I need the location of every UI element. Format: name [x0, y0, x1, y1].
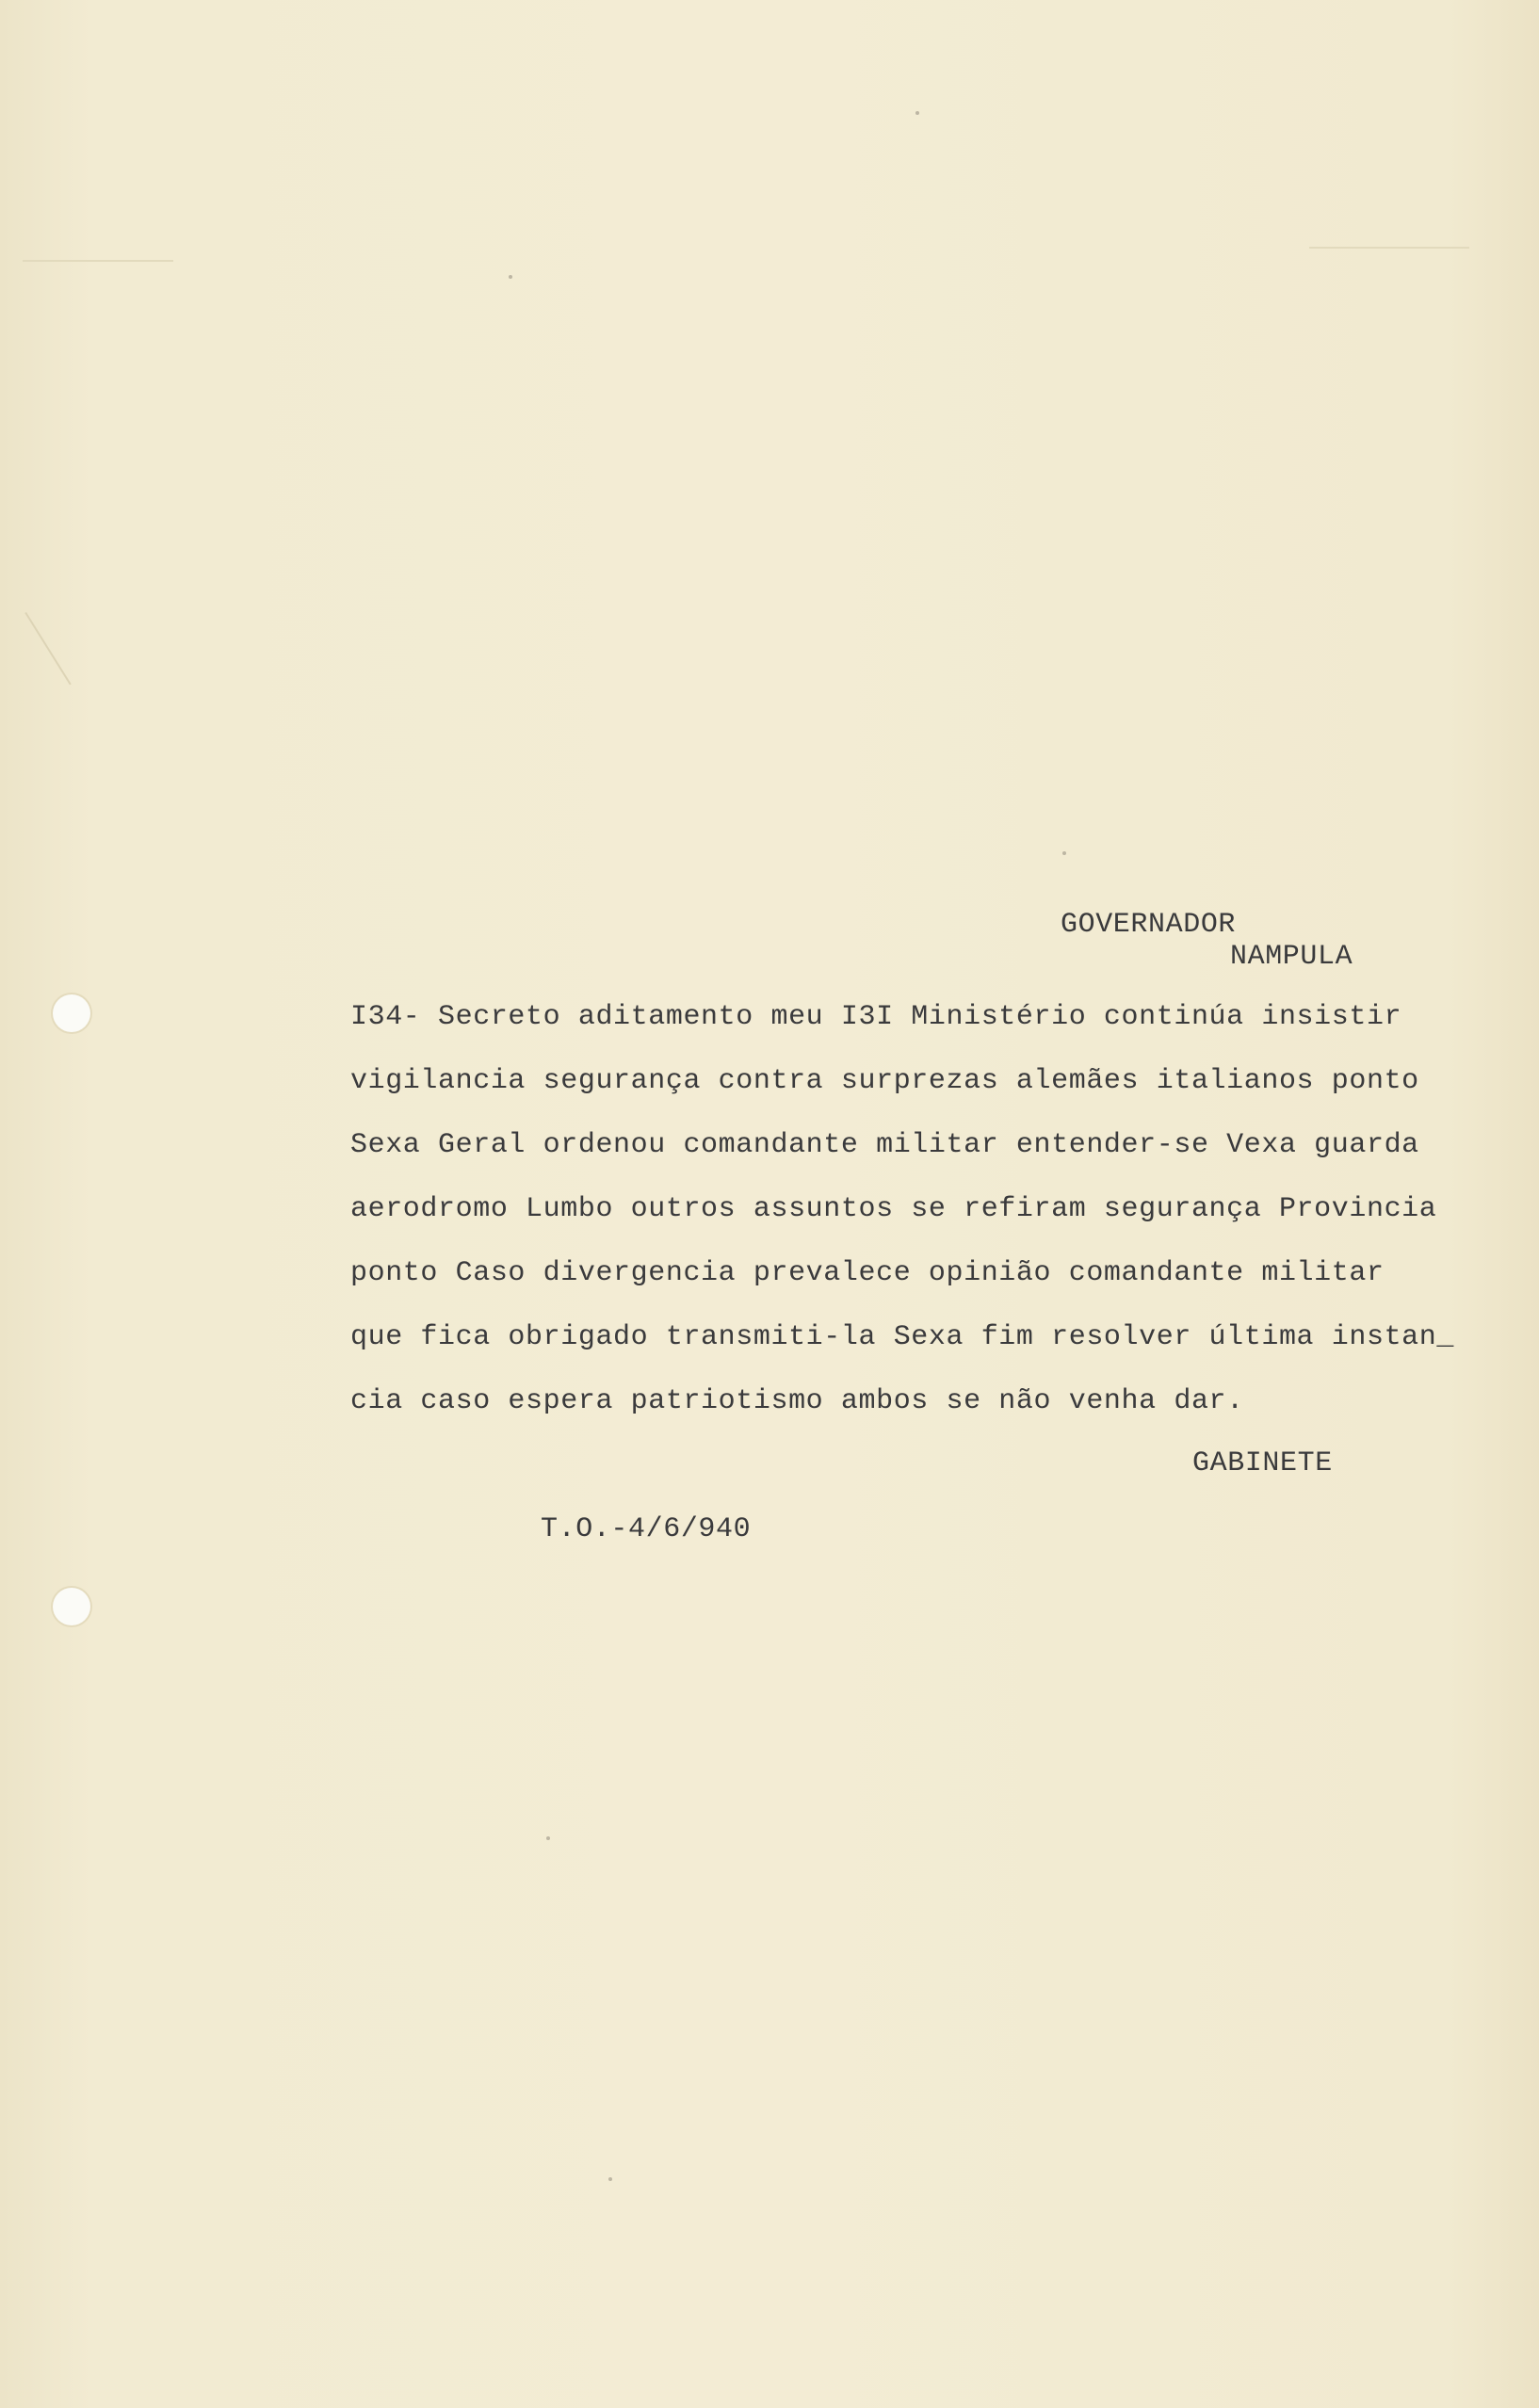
punch-hole [53, 1588, 90, 1625]
message-line: que fica obrigado transmiti-la Sexa fim resolver última instan_ [350, 1321, 1454, 1353]
faint-rule-right [1309, 247, 1469, 249]
message-body [350, 1000, 1454, 1448]
paper-speck [509, 275, 512, 279]
paper-crease [24, 612, 71, 685]
addressee-location: NAMPULA [1230, 941, 1353, 973]
addressee-title: GOVERNADOR [1061, 909, 1237, 941]
message-line: cia caso espera patriotismo ambos se não venha dar. [350, 1385, 1244, 1417]
message-line: I34- Secreto aditamento meu I3I Ministério continúa insistir [350, 1001, 1402, 1033]
paper-speck [546, 1836, 550, 1840]
message-line: Sexa Geral ordenou comandante militar entender-se Vexa guarda [350, 1129, 1419, 1161]
faint-rule-left [23, 260, 173, 262]
paper-speck [608, 2177, 612, 2181]
paper-speck [915, 111, 919, 115]
reference-date: T.O.-4/6/940 [541, 1513, 752, 1545]
punch-hole [53, 994, 90, 1032]
signature: GABINETE [1192, 1447, 1333, 1479]
message-line: aerodromo Lumbo outros assuntos se refiram segurança Provincia [350, 1193, 1437, 1225]
message-line: vigilancia segurança contra surprezas alemães italianos ponto [350, 1065, 1419, 1097]
paper-speck [1062, 851, 1066, 855]
message-line: ponto Caso divergencia prevalece opinião comandante militar [350, 1257, 1385, 1289]
